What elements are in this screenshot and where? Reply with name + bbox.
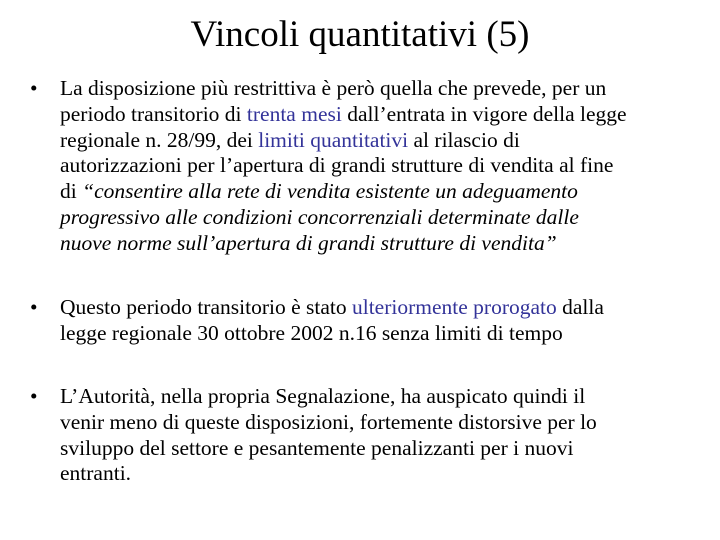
text-segment: regionale n. 28/99, dei (60, 127, 259, 152)
text-line (60, 384, 597, 410)
text-line (60, 179, 627, 205)
text-segment: al rilascio di (408, 127, 520, 152)
text-segment: dall’entrata in vigore della legge (341, 101, 627, 126)
text-segment: Questo periodo transitorio è stato (60, 295, 352, 319)
text-segment: venir meno di queste disposizioni, fortemente distorsive per lo (60, 409, 597, 434)
bullet-dot: • (30, 384, 38, 408)
highlighted-text: limiti quantitativi (258, 127, 409, 152)
text-line (60, 205, 627, 231)
text-segment: dalla (556, 295, 604, 319)
bullet-text (60, 76, 627, 257)
bullet-dot: • (30, 76, 38, 100)
text-line (60, 153, 627, 179)
text-line (60, 461, 597, 487)
bullet-text (60, 384, 597, 487)
text-segment: autorizzazioni per l’apertura di grandi strutture di vendita al fine (60, 153, 614, 178)
bullet-dot: • (30, 295, 38, 319)
text-segment: periodo transitorio di (60, 101, 247, 126)
text-line (60, 295, 604, 321)
text-line (60, 128, 627, 154)
slide-title: Vincoli quantitativi (5) (190, 14, 530, 55)
text-line (60, 410, 597, 436)
highlighted-text: ulteriormente prorogato (351, 295, 557, 319)
text-segment: L’Autorità, nella propria Segnalazione, ha auspicato quindi il (60, 384, 586, 408)
quoted-text: progressivo alle condizioni concorrenziali determinate dalle (60, 204, 579, 229)
text-segment: sviluppo del settore e pesantemente penalizzanti per i nuovi (60, 435, 574, 460)
text-line (60, 436, 597, 462)
text-line (60, 102, 627, 128)
text-line (60, 76, 627, 102)
text-line (60, 321, 604, 347)
quoted-text: nuove norme sull’apertura di grandi strutture di vendita” (60, 230, 557, 255)
text-segment: di (60, 179, 83, 204)
text-line (60, 231, 627, 257)
text-segment: entranti. (60, 461, 132, 486)
quoted-text: “consentire alla rete di vendita esistente un adeguamento (82, 179, 578, 204)
bullet-text (60, 295, 604, 347)
text-segment: La disposizione più restrittiva è però quella che prevede, per un (60, 76, 607, 100)
highlighted-text: trenta mesi (246, 101, 342, 126)
text-segment: legge regionale 30 ottobre 2002 n.16 senza limiti di tempo (60, 320, 563, 345)
